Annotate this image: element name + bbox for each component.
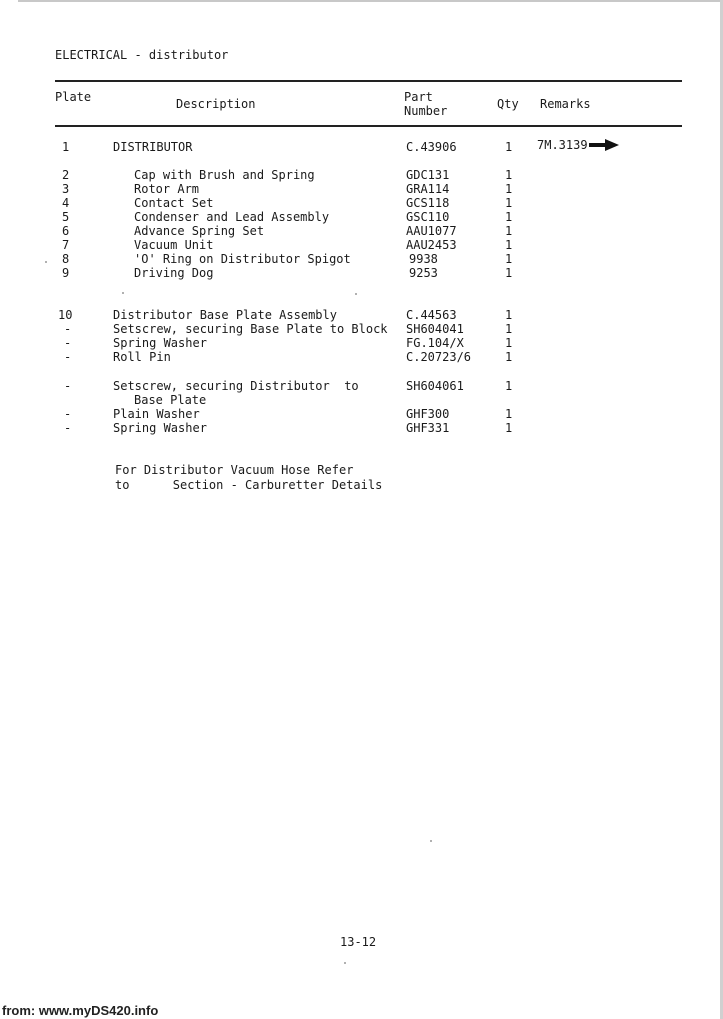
header-top-rule <box>55 80 682 82</box>
plate-cell: 8 <box>62 252 70 266</box>
qty-cell: 1 <box>505 140 513 154</box>
description-cell: Spring Washer <box>113 421 207 435</box>
description-cell: DISTRIBUTOR <box>113 140 193 154</box>
plate-cell: 5 <box>62 210 70 224</box>
plate-cell: - <box>64 350 72 364</box>
plate-cell: 9 <box>62 266 70 280</box>
description-cell: Vacuum Unit <box>134 238 214 252</box>
page-title: ELECTRICAL - distributor <box>55 48 229 62</box>
qty-cell: 1 <box>505 421 513 435</box>
qty-cell: 1 <box>505 322 513 336</box>
part-number-cell: GDC131 <box>406 168 450 182</box>
part-number-cell: SH604061 <box>406 379 464 393</box>
qty-cell: 1 <box>505 168 513 182</box>
description-cell: Driving Dog <box>134 266 214 280</box>
plate-cell: 1 <box>62 140 70 154</box>
qty-cell: 1 <box>505 224 513 238</box>
part-number-cell: 9253 <box>409 266 438 280</box>
description-cell: Advance Spring Set <box>134 224 265 238</box>
part-number-cell: GSC110 <box>406 210 450 224</box>
description-cell: Setscrew, securing Distributor to <box>113 379 359 393</box>
qty-cell: 1 <box>505 238 513 252</box>
header-remarks: Remarks <box>540 97 591 111</box>
description-cell: Plain Washer <box>113 407 200 421</box>
description-cell: Distributor Base Plate Assembly <box>113 308 337 322</box>
description-cell: 'O' Ring on Distributor Spigot <box>134 252 351 266</box>
qty-cell: 1 <box>505 210 513 224</box>
part-number-cell: SH604041 <box>406 322 464 336</box>
scan-speck <box>344 962 346 964</box>
part-number-cell: GHF331 <box>406 421 450 435</box>
part-number-cell: FG.104/X <box>406 336 464 350</box>
qty-cell: 1 <box>505 252 513 266</box>
qty-cell: 1 <box>505 196 513 210</box>
page-number: 13-12 <box>340 935 377 949</box>
description-cell: Contact Set <box>134 196 214 210</box>
description-cell: Cap with Brush and Spring <box>134 168 315 182</box>
qty-cell: 1 <box>505 182 513 196</box>
plate-cell: - <box>64 421 72 435</box>
note-line-2: to Section - Carburetter Details <box>115 478 383 492</box>
note-line-1: For Distributor Vacuum Hose Refer <box>115 463 354 477</box>
scan-speck <box>430 840 432 842</box>
part-number-cell: C.44563 <box>406 308 457 322</box>
plate-cell: - <box>64 336 72 350</box>
header-qty: Qty <box>497 97 519 111</box>
header-description: Description <box>176 97 256 111</box>
part-number-cell: AAU1077 <box>406 224 457 238</box>
source-footer: from: www.myDS420.info <box>2 1003 159 1018</box>
plate-cell: - <box>64 322 72 336</box>
scan-speck <box>355 293 357 295</box>
description-cell: Roll Pin <box>113 350 171 364</box>
part-number-cell: GRA114 <box>406 182 450 196</box>
header-plate: Plate <box>55 90 92 104</box>
description-cell: Condenser and Lead Assembly <box>134 210 330 224</box>
qty-cell: 1 <box>505 379 513 393</box>
description-cell-continued: Base Plate <box>134 393 207 407</box>
remarks-cell: 7M.3139 <box>537 138 588 152</box>
scan-speck <box>45 261 47 263</box>
plate-cell: - <box>64 407 72 421</box>
qty-cell: 1 <box>505 266 513 280</box>
part-number-cell: C.20723/6 <box>406 350 472 364</box>
header-bottom-rule <box>55 125 682 127</box>
right-arrow-icon <box>589 139 619 151</box>
plate-cell: 6 <box>62 224 70 238</box>
plate-cell: 10 <box>58 308 73 322</box>
part-number-cell: GHF300 <box>406 407 450 421</box>
description-cell: Spring Washer <box>113 336 207 350</box>
part-number-cell: GCS118 <box>406 196 450 210</box>
description-cell: Setscrew, securing Base Plate to Block <box>113 322 388 336</box>
plate-cell: 4 <box>62 196 70 210</box>
header-number: Number <box>404 104 448 118</box>
plate-cell: - <box>64 379 72 393</box>
scan-speck <box>122 292 124 294</box>
qty-cell: 1 <box>505 350 513 364</box>
plate-cell: 7 <box>62 238 70 252</box>
part-number-cell: AAU2453 <box>406 238 457 252</box>
header-part: Part <box>404 90 433 104</box>
plate-cell: 2 <box>62 168 70 182</box>
part-number-cell: C.43906 <box>406 140 457 154</box>
scan-top-edge <box>18 0 723 2</box>
qty-cell: 1 <box>505 336 513 350</box>
description-cell: Rotor Arm <box>134 182 200 196</box>
qty-cell: 1 <box>505 308 513 322</box>
part-number-cell: 9938 <box>409 252 438 266</box>
plate-cell: 3 <box>62 182 70 196</box>
qty-cell: 1 <box>505 407 513 421</box>
